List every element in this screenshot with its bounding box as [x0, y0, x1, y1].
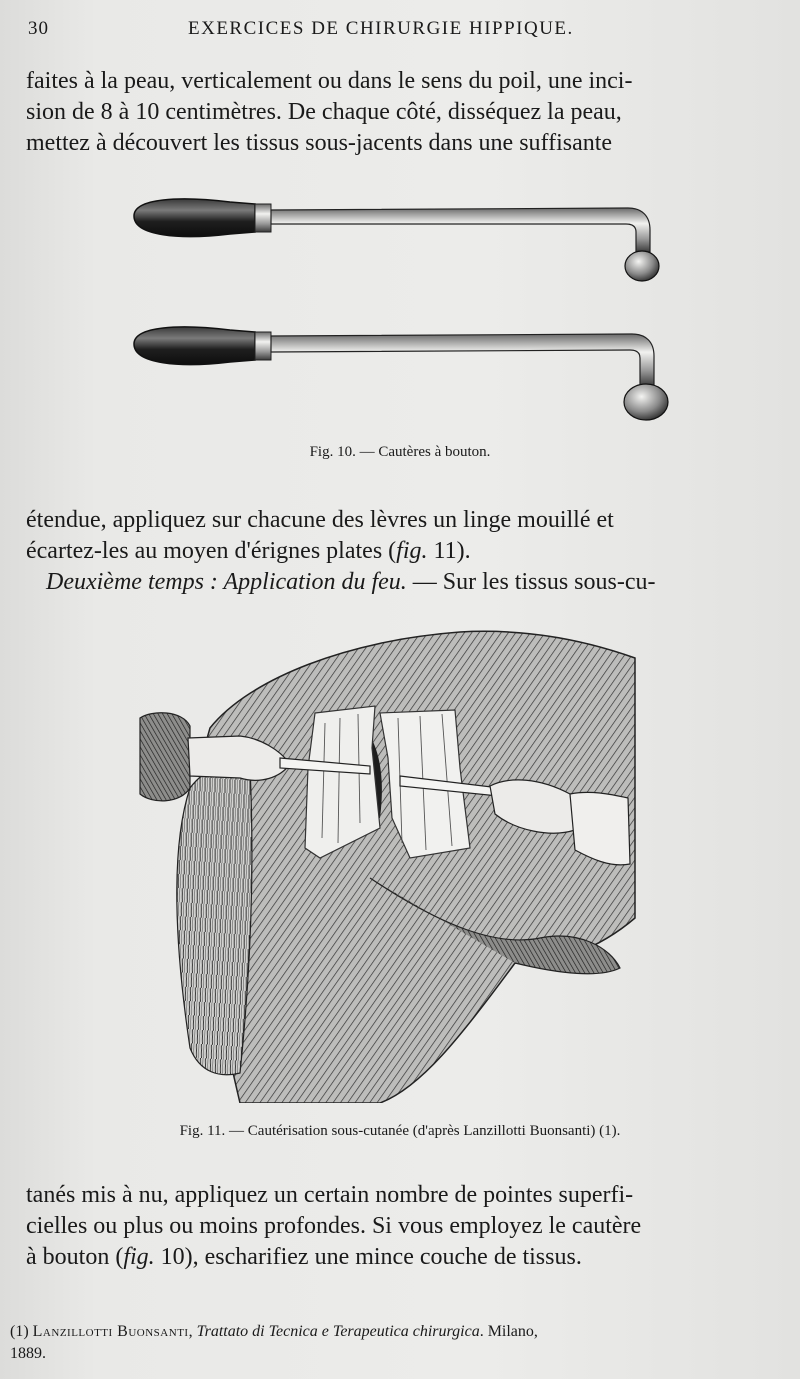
text-line: mettez à découvert les tissus sous-jacents dans une suffisante	[26, 130, 613, 156]
footnote-title: Trattato di Tecnica e Terapeutica chirurgica	[196, 1323, 480, 1340]
paragraph-3	[26, 1180, 776, 1273]
footnote-year: 1889.	[10, 1345, 46, 1362]
text-line: tanés mis à nu, appliquez un certain nombre de pointes superfi-	[26, 1182, 634, 1208]
figure-11-caption: Fig. 11. — Cautérisation sous-cutanée (d'après Lanzillotti Buonsanti) (1).	[179, 1123, 621, 1139]
figure-reference: fig.	[123, 1244, 155, 1270]
text-line	[26, 1242, 776, 1273]
footnote-marker: (1)	[10, 1323, 33, 1340]
section-heading-italic: Deuxième temps : Application du feu.	[46, 569, 407, 595]
text-line	[26, 536, 776, 567]
paragraph-2	[26, 505, 776, 598]
text-run: à bouton (	[26, 1244, 124, 1270]
text-run: 11).	[427, 538, 471, 564]
text-line: étendue, appliquez sur chacune des lèvres un linge mouillé et	[26, 507, 614, 533]
running-title: EXERCICES DE CHIRURGIE HIPPIQUE.	[188, 18, 574, 39]
cautery-2	[134, 327, 668, 420]
text-run: 10), escharifiez une mince couche de tissus.	[154, 1244, 582, 1270]
running-head	[26, 18, 774, 44]
footnote	[10, 1321, 770, 1365]
footnote-separator: ,	[188, 1323, 197, 1340]
page-number: 30	[28, 18, 49, 39]
paragraph-1	[26, 66, 776, 159]
text-line: faites à la peau, verticalement ou dans le sens du poil, une inci-	[26, 68, 633, 94]
footnote-author: Lanzillotti Buonsanti	[32, 1323, 189, 1340]
text-line: sion de 8 à 10 centimètres. De chaque côté, disséquez la peau,	[26, 99, 622, 125]
left-sleeve	[140, 713, 190, 801]
text-line	[26, 567, 776, 598]
footnote-line	[10, 1321, 770, 1343]
figure-reference: fig.	[396, 538, 428, 564]
figure-10-caption: Fig. 10. — Cautères à bouton.	[309, 444, 491, 460]
figure-10-cauteries-illustration	[120, 190, 680, 430]
text-line: cielles ou plus ou moins profondes. Si vous employez le cautère	[26, 1213, 642, 1239]
footnote-place: . Milano,	[479, 1323, 538, 1340]
horse-tail	[177, 764, 252, 1075]
text-run: — Sur les tissus sous-cu-	[406, 569, 656, 595]
cautery-1	[134, 199, 659, 281]
figure-11-cauterization-illustration	[130, 618, 650, 1103]
horse-body	[200, 631, 635, 1103]
text-run: écartez-les au moyen d'érignes plates (	[26, 538, 397, 564]
